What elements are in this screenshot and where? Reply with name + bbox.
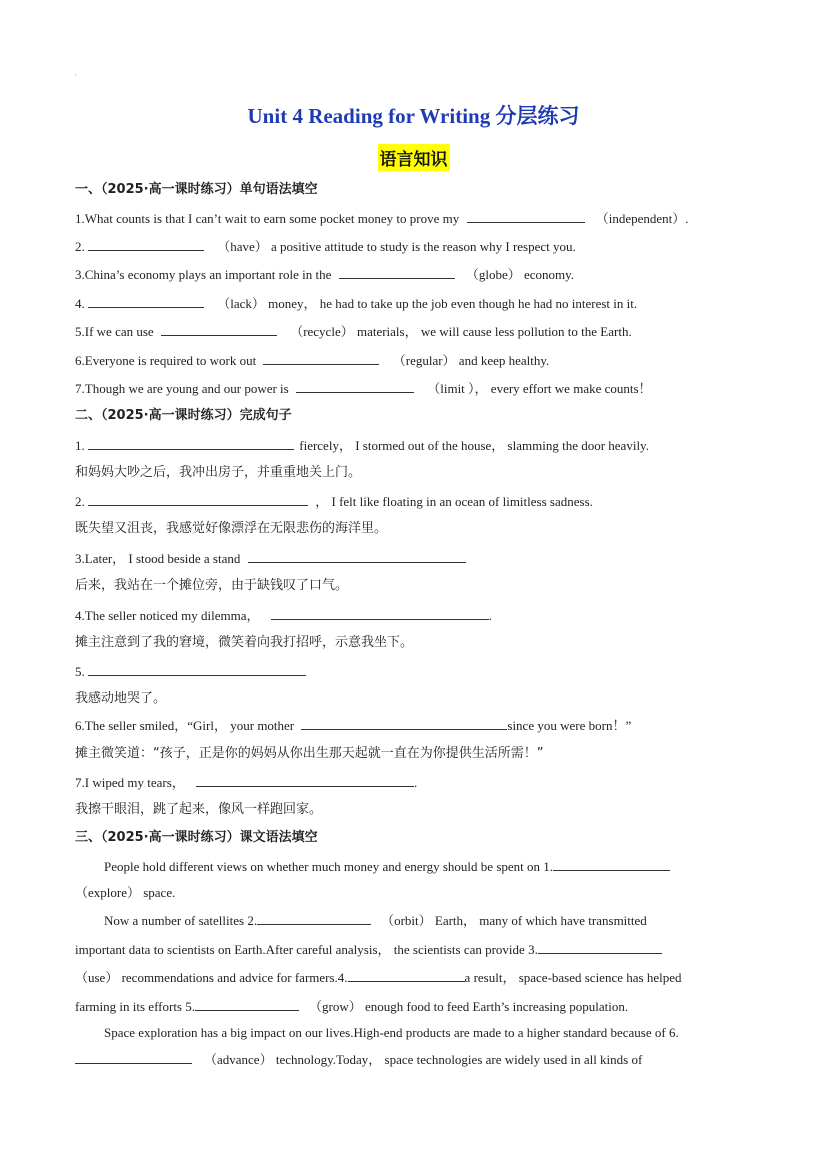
answer-blank-6[interactable] — [75, 1050, 192, 1064]
answer-blank-4[interactable] — [348, 968, 465, 982]
s1-item-7 — [75, 379, 652, 398]
answer-blank-2[interactable] — [257, 911, 371, 925]
s1-item-1-hint: （independent）. — [595, 211, 689, 226]
answer-blank-1[interactable] — [553, 857, 670, 871]
answer-blank[interactable] — [88, 237, 204, 251]
s3-p2-text-d: （use） recommendations and advice for farmers.4. — [75, 970, 348, 985]
s2-item-3-text: 3.Later， I stood beside a stand — [75, 551, 241, 566]
s2-item-1-translation: 和妈妈大吵之后，我冲出房子，并重重地关上门。 — [75, 465, 362, 480]
answer-blank[interactable] — [88, 492, 308, 506]
answer-blank[interactable] — [88, 294, 204, 308]
s1-item-2 — [75, 237, 576, 256]
s3-p2-line2 — [75, 940, 662, 959]
s2-item-5 — [75, 662, 306, 681]
s2-item-2-num: 2. — [75, 494, 85, 509]
answer-blank[interactable] — [263, 351, 379, 365]
s1-item-5-hint: （recycle） materials， we will cause less pollution to the Earth. — [290, 324, 632, 339]
s1-item-2-hint: （have） a positive attitude to study is the reason why I respect you. — [217, 239, 576, 254]
s1-item-4-text: 4. — [75, 296, 85, 311]
answer-blank[interactable] — [196, 773, 414, 787]
s3-p2-line3 — [75, 968, 681, 987]
s2-item-6-text: 6.The seller smiled，“Girl， your mother — [75, 718, 295, 733]
s1-item-6-hint: （regular） and keep healthy. — [392, 353, 550, 368]
section2-heading: 二、（2025·高一课时练习）完成句子 — [75, 408, 292, 423]
s3-p3-line2 — [75, 1050, 642, 1069]
s3-p2-line1 — [104, 911, 647, 930]
s2-item-1-text: fiercely， I stormed out of the house， slamming the door heavily. — [299, 438, 649, 453]
s1-item-2-text: 2. — [75, 239, 85, 254]
corner-mark: · — [74, 70, 77, 80]
s2-item-4-translation: 摊主注意到了我的窘境，微笑着向我打招呼，示意我坐下。 — [75, 635, 414, 650]
s2-item-4-text: 4.The seller noticed my dilemma， — [75, 608, 260, 623]
s2-item-3 — [75, 549, 466, 568]
s2-item-2-translation: 既失望又沮丧，我感觉好像漂浮在无限悲伤的海洋里。 — [75, 521, 388, 536]
answer-blank[interactable] — [271, 606, 489, 620]
s1-item-1 — [75, 209, 689, 228]
answer-blank[interactable] — [301, 716, 507, 730]
answer-blank[interactable] — [88, 436, 294, 450]
s1-item-1-text: 1.What counts is that I can’t wait to earn some pocket money to prove my — [75, 211, 460, 226]
section3-heading: 三、（2025·高一课时练习）课文语法填空 — [75, 830, 318, 845]
s1-item-5-text: 5.If we can use — [75, 324, 154, 339]
s1-item-3 — [75, 265, 574, 284]
s3-p1-line1 — [104, 857, 670, 876]
s3-p2-text-a: Now a number of satellites 2. — [104, 913, 258, 928]
s2-item-7-translation: 我擦干眼泪，跳了起来，像风一样跑回家。 — [75, 802, 323, 817]
s3-p1-text: People hold different views on whether much money and energy should be spent on 1. — [104, 859, 554, 874]
s2-item-6-translation: 摊主微笑道：“孩子，正是你的妈妈从你出生那天起就一直在为你提供生活所需！” — [75, 746, 544, 761]
answer-blank[interactable] — [296, 379, 414, 393]
s2-item-5-translation: 我感动地哭了。 — [75, 691, 167, 706]
s3-p2-text-g: （grow） enough food to feed Earth’s increasing population. — [309, 999, 629, 1014]
section1-heading: 一、（2025·高一课时练习）单句语法填空 — [75, 182, 318, 197]
s3-p2-text-f: farming in its efforts 5. — [75, 999, 195, 1014]
s2-item-4 — [75, 606, 492, 625]
s2-item-1-num: 1. — [75, 438, 85, 453]
s1-item-4-hint: （lack） money， he had to take up the job even though he had no interest in it. — [217, 296, 638, 311]
s3-p2-text-e: a result， space-based science has helped — [464, 970, 682, 985]
s1-item-7-text: 7.Though we are young and our power is — [75, 381, 289, 396]
s2-item-4-end: . — [488, 608, 492, 623]
section-badge: 语言知识 — [378, 144, 450, 171]
s1-item-4 — [75, 294, 637, 313]
s2-item-7-end: . — [414, 775, 418, 790]
s2-item-6 — [75, 716, 631, 735]
s2-item-2-text: ， I felt like floating in an ocean of limitless sadness. — [315, 494, 593, 509]
s2-item-5-num: 5. — [75, 664, 85, 679]
s2-item-2 — [75, 492, 593, 511]
s2-item-1 — [75, 436, 649, 455]
s1-item-6 — [75, 351, 549, 370]
s2-item-7 — [75, 773, 417, 792]
answer-blank[interactable] — [467, 209, 585, 223]
s3-p3-text: （advance） technology.Today， space technologies are widely used in all kinds of — [204, 1052, 643, 1067]
answer-blank[interactable] — [161, 322, 277, 336]
s1-item-7-hint: （limit ）， every effort we make counts！ — [427, 381, 652, 396]
s1-item-3-text: 3.China’s economy plays an important role in the — [75, 267, 332, 282]
subtitle-wrap — [0, 144, 827, 171]
s3-p2-text-b: （orbit） Earth， many of which have transmitted — [381, 913, 647, 928]
s3-p1-hint: （explore） space. — [75, 885, 176, 900]
answer-blank[interactable] — [248, 549, 466, 563]
answer-blank[interactable] — [339, 265, 455, 279]
answer-blank[interactable] — [88, 662, 306, 676]
s1-item-3-hint: （globe） economy. — [465, 267, 575, 282]
s1-item-5 — [75, 322, 632, 341]
s3-p2-line4 — [75, 997, 628, 1016]
s2-item-3-translation: 后来，我站在一个摊位旁，由于缺钱叹了口气。 — [75, 578, 349, 593]
s2-item-6-end: since you were born！” — [507, 718, 632, 733]
s3-p2-text-c: important data to scientists on Earth.After careful analysis， the scientists can provide 3. — [75, 942, 538, 957]
s2-item-7-text: 7.I wiped my tears， — [75, 775, 185, 790]
answer-blank-3[interactable] — [538, 940, 662, 954]
answer-blank-5[interactable] — [195, 997, 299, 1011]
page-title: Unit 4 Reading for Writing 分层练习 — [247, 104, 580, 128]
s3-p3-line1: Space exploration has a big impact on our lives.High-end products are made to a higher standard because of 6. — [104, 1025, 679, 1040]
s1-item-6-text: 6.Everyone is required to work out — [75, 353, 257, 368]
